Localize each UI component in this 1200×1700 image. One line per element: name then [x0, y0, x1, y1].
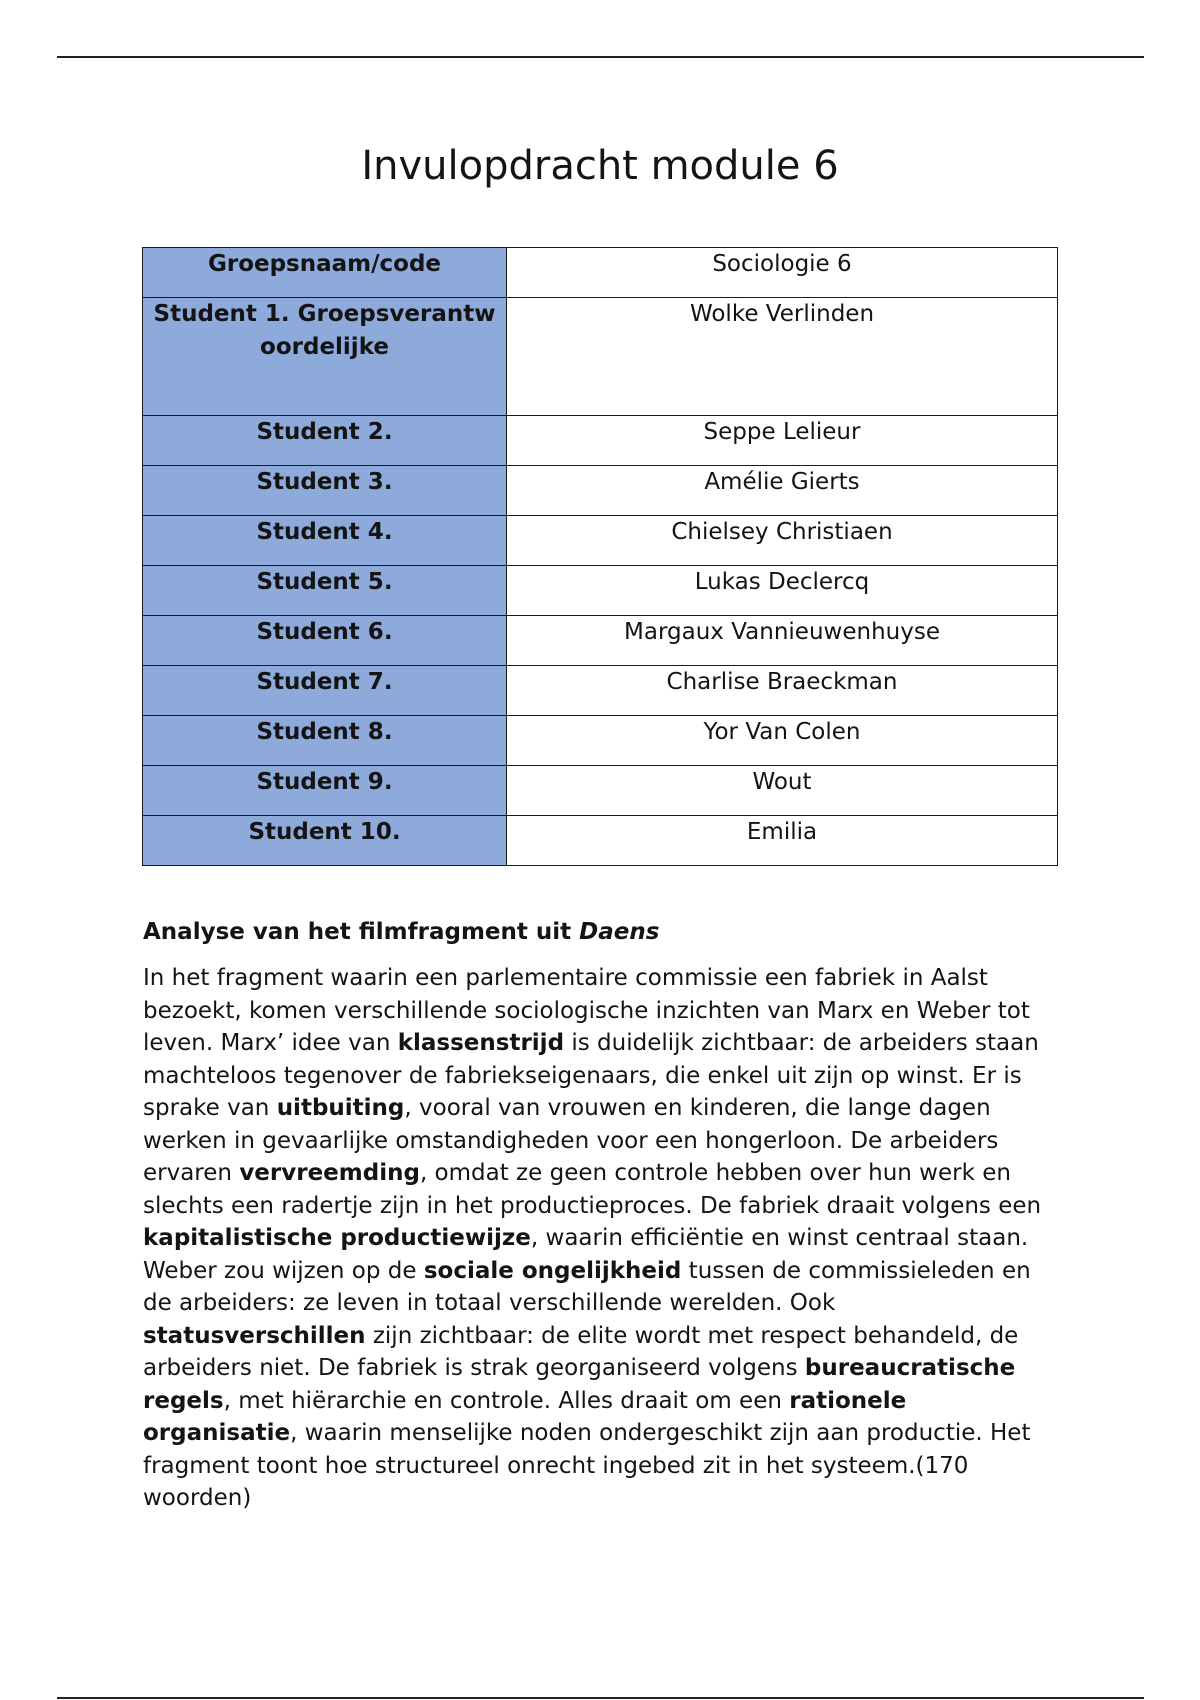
row-label: Student 1. Groepsverantwoordelijke: [143, 298, 507, 416]
key-term: vervreemding: [239, 1160, 420, 1186]
body-text: is duidelijk zichtbaar: de arbeiders staan machteloos tegenover de fabriekseigenaars, die enkel uit zijn op winst. Er is sprake van: [143, 1030, 1039, 1121]
key-term: uitbuiting: [276, 1095, 405, 1121]
table-row: [143, 666, 1058, 716]
body-text: , omdat ze geen controle hebben over hun werk en slechts een radertje zijn in het productieproces. De fabriek draait volgens een: [143, 1160, 1042, 1219]
table-row: [143, 816, 1058, 866]
row-label: Student 8.: [143, 716, 507, 766]
row-label: Student 10.: [143, 816, 507, 866]
row-value: Wolke Verlinden: [507, 298, 1058, 416]
body-text: In het fragment waarin een parlementaire commissie een fabriek in Aalst bezoekt, komen verschillende sociologische inzichten van Marx en Weber tot leven. Marx’ idee van: [143, 965, 1030, 1056]
body-text: tussen de commissieleden en de arbeiders: ze leven in totaal verschillende werelden. Ook: [143, 1257, 1031, 1316]
key-term: klassenstrijd: [397, 1030, 565, 1056]
row-value: Emilia: [507, 816, 1058, 866]
row-label: Student 6.: [143, 616, 507, 666]
row-value: Seppe Lelieur: [507, 416, 1058, 466]
analysis-heading-text: Analyse van het filmfragment uit: [143, 919, 580, 945]
body-text: , waarin efficiëntie en winst centraal staan. Weber zou wijzen op de: [143, 1225, 1029, 1284]
analysis-heading: [143, 914, 1063, 950]
header-rule: [57, 56, 1144, 58]
row-label: Student 2.: [143, 416, 507, 466]
key-term: rationele organisatie: [143, 1387, 907, 1446]
key-term: sociale ongelijkheid: [423, 1257, 682, 1284]
row-value: Yor Van Colen: [507, 716, 1058, 766]
row-label: Student 7.: [143, 666, 507, 716]
key-term: bureaucratische regels: [143, 1355, 1016, 1414]
table-row: [143, 248, 1058, 298]
row-value: Margaux Vannieuwenhuyse: [507, 616, 1058, 666]
key-term: statusverschillen: [143, 1322, 366, 1349]
table-row: [143, 716, 1058, 766]
footer-rule: [57, 1697, 1144, 1699]
table-row: [143, 766, 1058, 816]
row-value: Lukas Declercq: [507, 566, 1058, 616]
row-value: Amélie Gierts: [507, 466, 1058, 516]
body-text: , waarin menselijke noden ondergeschikt zijn aan productie. Het fragment toont hoe structureel onrecht ingebed zit in het systeem.(170 woorden): [143, 1420, 1031, 1511]
analysis-section: [143, 914, 1063, 1515]
table-row: [143, 616, 1058, 666]
row-label: Student 5.: [143, 566, 507, 616]
table-row: [143, 416, 1058, 466]
key-term: kapitalistische productiewijze: [143, 1225, 531, 1251]
row-value: Charlise Braeckman: [507, 666, 1058, 716]
table-row: [143, 566, 1058, 616]
row-value: Chielsey Christiaen: [507, 516, 1058, 566]
document-title: Invulopdracht module 6: [361, 143, 839, 189]
body-text: , met hiërarchie en controle. Alles draait om een: [223, 1387, 790, 1414]
film-title: Daens: [579, 919, 660, 945]
row-value: Wout: [507, 766, 1058, 816]
group-table: [142, 247, 1058, 866]
row-label: Student 3.: [143, 466, 507, 516]
row-value: Sociologie 6: [507, 248, 1058, 298]
row-label: Student 4.: [143, 516, 507, 566]
analysis-body: [143, 962, 1063, 1515]
body-text: zijn zichtbaar: de elite wordt met respect behandeld, de arbeiders niet. De fabriek is strak georganiseerd volgens: [143, 1322, 1019, 1381]
table-row: [143, 466, 1058, 516]
table-row: [143, 298, 1058, 416]
row-label: Student 9.: [143, 766, 507, 816]
table-row: [143, 516, 1058, 566]
row-label: Groepsnaam/code: [143, 248, 507, 298]
body-text: , vooral van vrouwen en kinderen, die lange dagen werken in gevaarlijke omstandigheden voor een hongerloon. De arbeiders ervaren: [143, 1095, 999, 1186]
